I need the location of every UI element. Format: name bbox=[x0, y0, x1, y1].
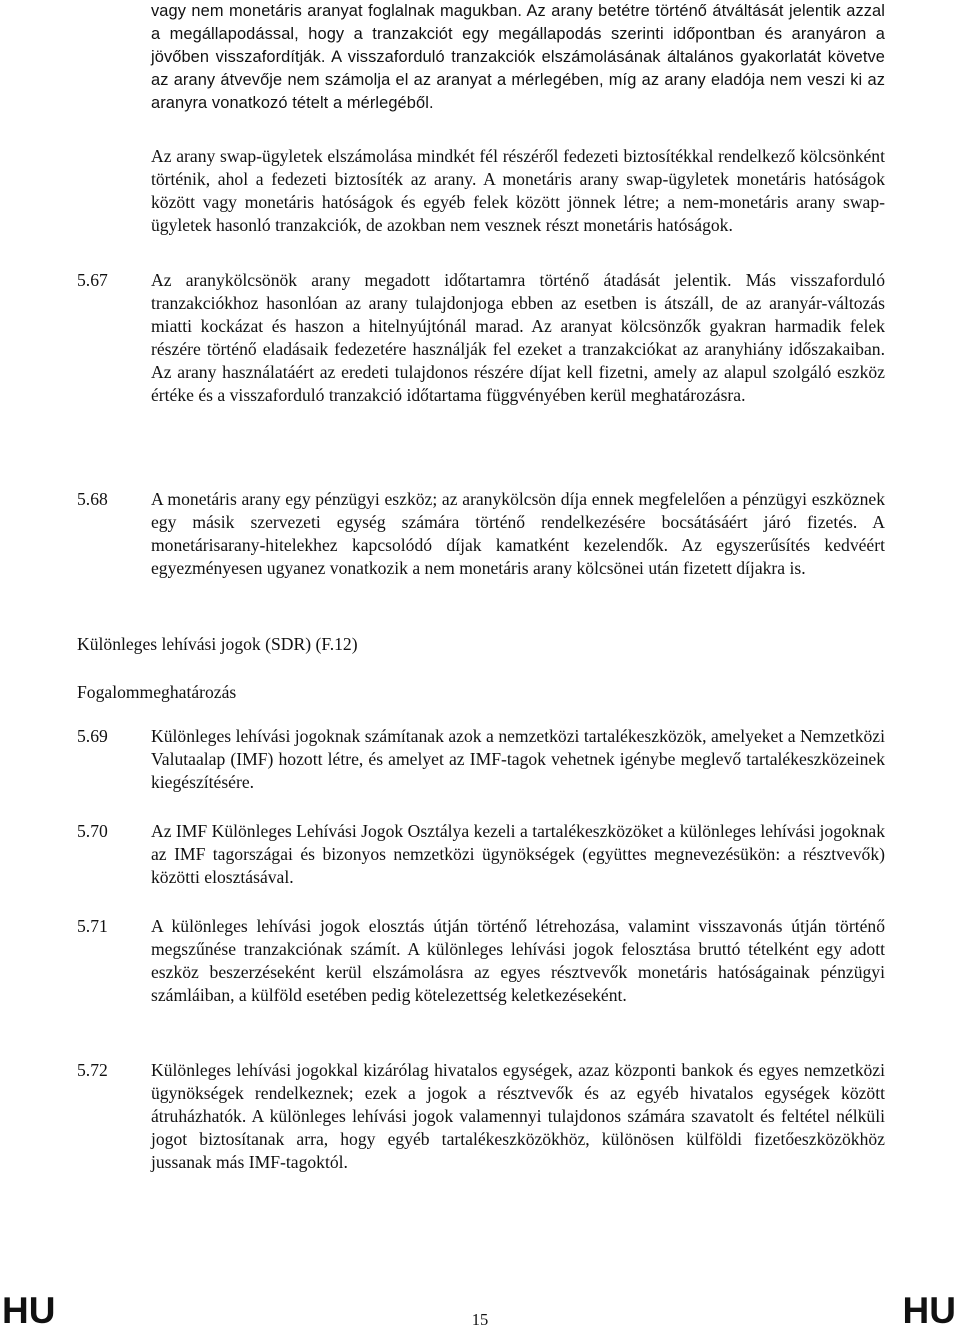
footer-language-code-left: HU bbox=[2, 1290, 56, 1331]
section-number: 5.69 bbox=[77, 726, 108, 746]
section-text: Különleges lehívási jogokkal kizárólag hivatalos egységek, azaz központi bankok és egyes nemzetközi ügynökségek rendelkeznek; ezek a jogok a résztvevők és az egyéb hivatalos egységek között átruházhatók. A különleges lehívási jogok valamennyi tulajdonos számára szavatolt és feltétel nélküli jogot biztosítanak arra, hogy egyéb tartalékeszközökhöz, különösen külföldi fizetőeszközökhöz jussanak más IMF-tagoktól. bbox=[151, 1060, 885, 1173]
section-number: 5.72 bbox=[77, 1060, 108, 1080]
section-text: A különleges lehívási jogok elosztás útján történő létrehozása, valamint visszavonás útján történő megszűnése tranzakciónak számít. A különleges lehívási jogok felosztása bruttó tételként egy adott eszköz beszerzéseként kerül elszámolásra az egyes résztvevők monetáris hatóságainak pénzügyi számláiban, a külföld esetében pedig kötelezettség keletkezéseként. bbox=[151, 916, 885, 1006]
footer-language-code-right: HU bbox=[902, 1290, 956, 1331]
paragraph-gold-swap-intro: vagy nem monetáris aranyat foglalnak magukban. Az arany betétre történő átváltását jelentik azzal a megállapodással, hogy a tranzakciót egy megállapodás szerinti időpontban és aranyáron a jövőben visszafordítják. A visszaforduló tranzakciók elszámolásának általános gyakorlatát követve az arany átvevője nem számolja el az aranyat a mérlegében, míg az arany eladója nem veszi ki az aranyra vonatkozó tételt a mérlegéből. bbox=[151, 2, 885, 113]
section-number: 5.70 bbox=[77, 821, 108, 841]
section-text: Az IMF Különleges Lehívási Jogok Osztálya kezeli a tartalékeszközöket a különleges lehívási jogoknak az IMF tagországai és bizonyos nemzetközi ügynökségek (együttes megnevezésükön: a résztvevők) közötti elosztásával. bbox=[151, 821, 885, 888]
section-text: Különleges lehívási jogoknak számítanak azok a nemzetközi tartalékeszközök, amelyeket a Nemzetközi Valutaalap (IMF) hozott létre, és amelyet az IMF-tagok vehetnek igénybe meglevő tartalékeszközeinek kiegészítésére. bbox=[151, 726, 885, 793]
section-number: 5.67 bbox=[77, 270, 108, 290]
section-text: Az aranykölcsönök arany megadott időtartamra történő átadását jelentik. Más visszaforduló tranzakciókhoz hasonlóan az arany tulajdonjoga ebben az esetben is átszáll, de az aranyár-változás miatti kockázat és haszon a hitelnyújtónál marad. Az aranyat kölcsönzők gyakran harmadik felek részére történő eladásaik fedezetére használják fel ezeket a tranzakciókat az aranyhiány időszakaiban. Az arany használatáért az eredeti tulajdonos részére díjat kell fizetni, amely az alapul szolgáló eszköz értéke és a visszaforduló tranzakció időtartama függvényében kerül meghatározásra. bbox=[151, 270, 885, 406]
section-number: 5.71 bbox=[77, 916, 108, 936]
paragraph-gold-swap-accounting: Az arany swap-ügyletek elszámolása mindkét fél részéről fedezeti biztosítékkal rendelkező kölcsönként történik, ahol a fedezeti biztosíték az arany. A monetáris arany swap-ügyletek monetáris hatóságok között vagy monetáris hatóságok és egyéb felek között jönnek létre; a nem-monetáris arany swap-ügyletek hasonló tranzakciók, de azokban nem vesznek részt monetáris hatóságok. bbox=[151, 146, 885, 236]
section-heading-sdr: Különleges lehívási jogok (SDR) (F.12) bbox=[77, 634, 358, 654]
subheading-definition: Fogalommeghatározás bbox=[77, 682, 237, 702]
page-number: 15 bbox=[471, 1310, 489, 1329]
section-text: A monetáris arany egy pénzügyi eszköz; az aranykölcsön díja ennek megfelelően a pénzügyi eszköznek egy másik szervezeti egység számára történő rendelkezésére bocsátásáért járó fizetés. A monetárisarany-hitelekhez kapcsolódó díjak kamatként kezelendők. Az egyszerűsítés kedvéért egyezményesen ugyanez vonatkozik a nem monetáris arany kölcsönei után fizetett díjakra is. bbox=[151, 489, 885, 579]
section-number: 5.68 bbox=[77, 489, 108, 509]
